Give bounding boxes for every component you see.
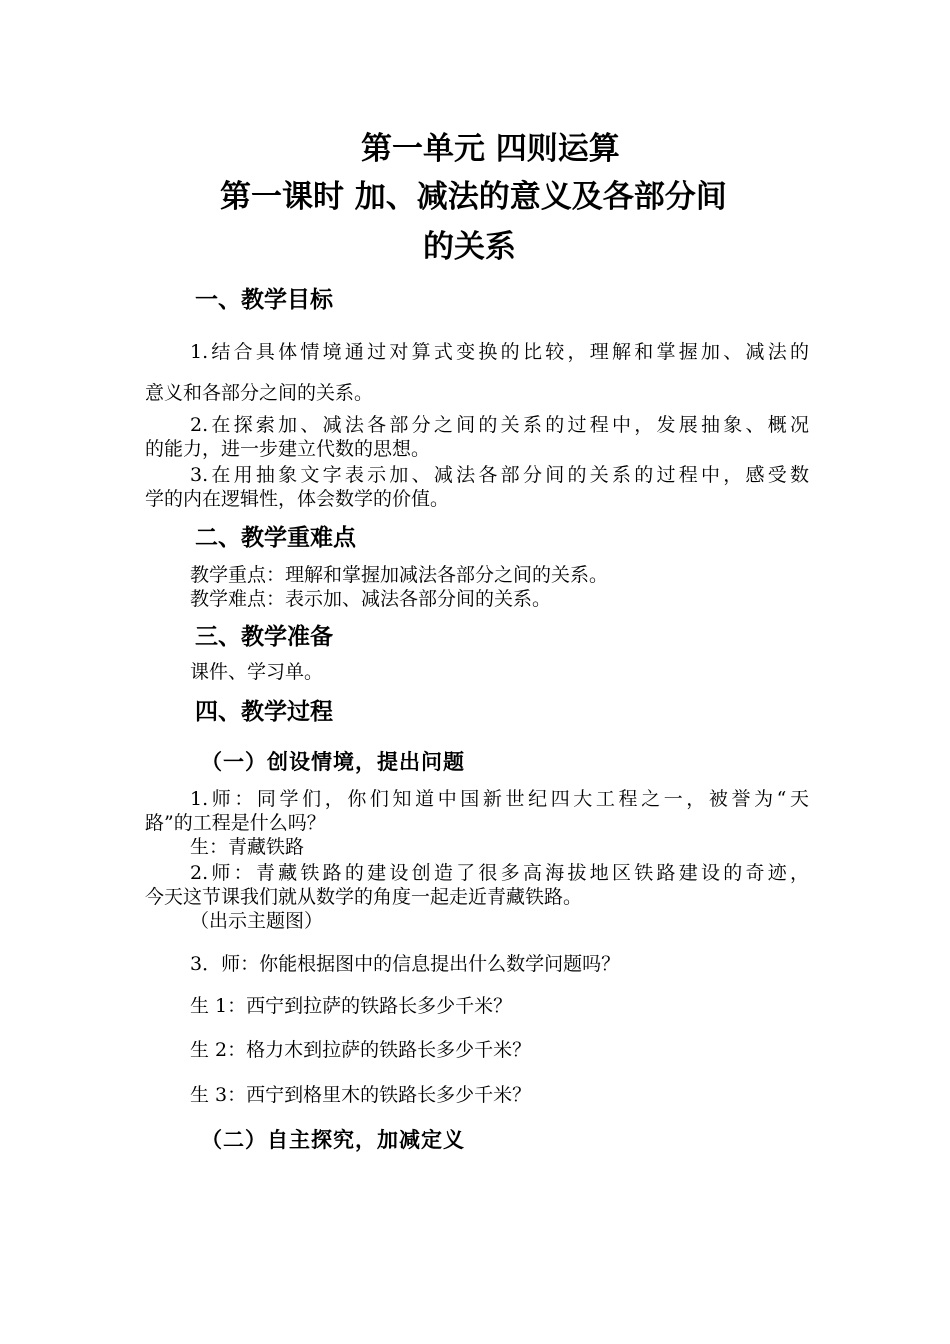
- section-heading-process: 四、教学过程: [195, 699, 333, 725]
- key-point-difficulty: 教学难点：表示加、减法各部分间的关系。: [190, 588, 552, 610]
- goal-item-3-line2: 学的内在逻辑性，体会数学的价值。: [145, 488, 450, 510]
- key-point-focus: 教学重点：理解和掌握加减法各部分之间的关系。: [190, 564, 609, 586]
- section-heading-key-points: 二、教学重难点: [195, 525, 356, 551]
- process-a1: 生：青藏铁路: [190, 836, 305, 858]
- section-heading-preparation: 三、教学准备: [195, 624, 333, 650]
- goal-item-2-line1: 2.在探索加、减法各部分之间的关系的过程中，发展抽象、概况: [190, 414, 809, 436]
- goal-item-1-line2: 意义和各部分之间的关系。: [145, 382, 374, 404]
- process-q2-line2: 今天这节课我们就从数学的角度一起走近青藏铁路。: [145, 886, 583, 908]
- goal-item-1-line1: 1.结合具体情境通过对算式变换的比较，理解和掌握加、减法的: [190, 341, 809, 363]
- subsection-heading-2: （二）自主探究，加减定义: [201, 1127, 465, 1152]
- student-answer-1: 生 1：西宁到拉萨的铁路长多少千米？: [190, 995, 513, 1017]
- process-q1-line2: 路”的工程是什么吗？: [145, 812, 326, 834]
- goal-item-3-line1: 3.在用抽象文字表示加、减法各部分间的关系的过程中，感受数: [190, 464, 809, 486]
- process-q2-line1: 2.师：青藏铁路的建设创造了很多高海拔地区铁路建设的奇迹，: [190, 862, 809, 884]
- lesson-title: 第一课时 加、减法的意义及各部分间: [220, 179, 727, 215]
- student-answer-3: 生 3：西宁到格里木的铁路长多少千米？: [190, 1084, 532, 1106]
- lesson-title-continued: 的关系: [423, 229, 516, 265]
- process-q2-line3: （出示主题图）: [190, 910, 324, 932]
- unit-title: 第一单元 四则运算: [361, 131, 620, 167]
- subsection-heading-1: （一）创设情境，提出问题: [201, 749, 465, 774]
- process-q3: 3．师：你能根据图中的信息提出什么数学问题吗？: [190, 953, 621, 975]
- student-answer-2: 生 2：格力木到拉萨的铁路长多少千米？: [190, 1039, 532, 1061]
- preparation-content: 课件、学习单。: [190, 661, 324, 683]
- goal-item-2-line2: 的能力，进一步建立代数的思想。: [145, 438, 431, 460]
- process-q1-line1: 1.师：同学们，你们知道中国新世纪四大工程之一，被誉为“天: [190, 788, 809, 810]
- section-heading-goals: 一、教学目标: [195, 287, 333, 313]
